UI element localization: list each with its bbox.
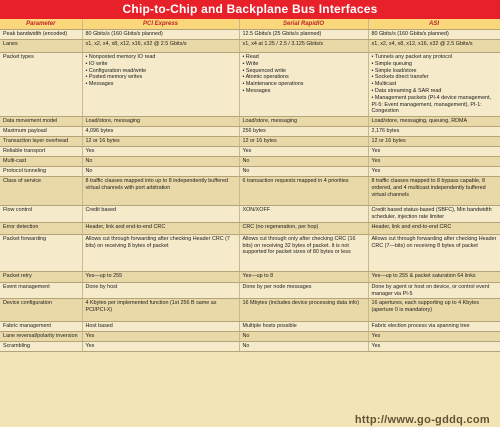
table-cell: Load/store, messaging	[82, 117, 239, 127]
table-cell: No	[239, 157, 368, 167]
table-cell: Multiple hosts possible	[239, 322, 368, 332]
bullet-item: • Atomic operations	[242, 74, 289, 81]
bullet-item: • Maintenance operations	[242, 81, 304, 88]
header-parameter: Parameter	[0, 19, 82, 30]
table-cell: Yes	[368, 147, 500, 157]
row-label: Reliable transport	[0, 147, 82, 157]
row-label: Scrambling	[0, 342, 82, 352]
table-cell	[82, 299, 239, 322]
table-row	[0, 167, 500, 177]
table-row	[0, 271, 500, 282]
table-cell: CRC (no regeneration, per hop)	[239, 222, 368, 234]
table-cell: Yes	[239, 147, 368, 157]
table-cell	[239, 177, 368, 206]
table-cell: No	[239, 332, 368, 342]
bullet-item: • Messages	[85, 81, 114, 88]
cell-text: 8 traffic classes mapped into up to 8 independently buffered virtual channels with port arbitration	[85, 178, 228, 191]
comparison-table-wrapper	[0, 19, 500, 427]
table-row	[0, 322, 500, 332]
table-cell: Load/store, messaging, queuing, RDMA	[368, 117, 500, 127]
table-cell: 2,176 bytes	[368, 127, 500, 137]
bullet-item: • Management packets (PI-4 device management, PI-5: Event management, management), PI-1: Congestion	[371, 94, 492, 115]
header-row	[0, 19, 500, 30]
table-cell: No	[239, 342, 368, 352]
header-serial-rapidio: Serial RapidIO	[239, 19, 368, 30]
table-body	[0, 30, 500, 352]
bullet-item: • Simple load/store	[371, 67, 417, 74]
table-cell	[82, 177, 239, 206]
table-cell	[368, 299, 500, 322]
table-row	[0, 53, 500, 117]
table-cell: Done by agent or host on device, or control event manager via PI-5	[368, 282, 500, 299]
row-label: Packet types	[0, 53, 82, 117]
row-label: Packet forwarding	[0, 234, 82, 271]
table-cell: 80 Gbits/s (160 Gbits/s planned)	[82, 30, 239, 40]
table-cell: Load/store, messaging	[239, 117, 368, 127]
cell-text: 16 Mbytes (includes device processing data info)	[242, 300, 360, 307]
watermark-url: http://www.go-gddq.com	[354, 414, 490, 426]
table-cell: 256 bytes	[239, 127, 368, 137]
table-cell: x1, x4 at 1.25 / 2.5 / 3.125 Gbits/s	[239, 40, 368, 53]
table-cell: Host based	[82, 322, 239, 332]
table-row	[0, 206, 500, 223]
table-cell: Yes	[368, 167, 500, 177]
bullet-item: • Nonposted memory IO read	[85, 54, 156, 60]
row-label: Class of service	[0, 177, 82, 206]
table-row	[0, 222, 500, 234]
row-label: Protocol tunneling	[0, 167, 82, 177]
table-cell: Yes	[82, 147, 239, 157]
bullet-item: • Posted memory writes	[85, 74, 143, 81]
table-cell: XON/XOFF	[239, 206, 368, 223]
table-row	[0, 282, 500, 299]
table-cell	[239, 53, 368, 117]
table-cell: Done by host	[82, 282, 239, 299]
table-row	[0, 157, 500, 167]
table-cell: 12 or 16 bytes	[82, 137, 239, 147]
bullet-item: • Messages	[242, 87, 271, 94]
table-cell: 80 Gbits/s (160 Gbits/s planned)	[368, 30, 500, 40]
table-cell: Yes—up to 255	[82, 271, 239, 282]
table-row	[0, 234, 500, 271]
table-cell	[368, 177, 500, 206]
table-cell: Done by per node messages	[239, 282, 368, 299]
table-cell: 12.5 Gbits/s (25 Gbits/s planned)	[239, 30, 368, 40]
bullet-item: • Tunnels any packet any protocol	[371, 54, 453, 60]
table-cell: 12 or 16 bytes	[239, 137, 368, 147]
table-row	[0, 137, 500, 147]
table-row	[0, 177, 500, 206]
table-row	[0, 147, 500, 157]
row-label: Event management	[0, 282, 82, 299]
bullet-item: • Read	[242, 54, 259, 60]
table-row	[0, 299, 500, 322]
header-asi: ASI	[368, 19, 500, 30]
row-label: Data movement model	[0, 117, 82, 127]
table-cell: Credit based status-based (SBFC), Min bandwidth scheduler, injection rate limiter	[368, 206, 500, 223]
table-row	[0, 332, 500, 342]
row-label: Multi-cast	[0, 157, 82, 167]
table-cell: x1, x2, x4, x8, x12, x16, x32 @ 2.5 Gbits/s	[82, 40, 239, 53]
table-cell: Yes—up to 255 & packet saturation 64 links	[368, 271, 500, 282]
table-cell: Yes	[82, 332, 239, 342]
table-row	[0, 117, 500, 127]
bullet-item: • Sockets direct transfer	[371, 74, 429, 81]
cell-text: 16 apertures, each supporting up to 4 Kbytes (aperture 0 is mandatory)	[371, 300, 480, 314]
table-cell: Yes	[368, 342, 500, 352]
table-cell: 4,096 bytes	[82, 127, 239, 137]
bullet-item: • Multicast	[371, 81, 397, 88]
row-label: Transaction layer overhead	[0, 137, 82, 147]
table-cell: No	[239, 167, 368, 177]
cell-text: 6 transaction requests mapped in 4 priorities	[242, 178, 349, 185]
table-cell: Yes	[82, 342, 239, 352]
cell-text: Allows cut through forwarding after checking Header CRC (7—bits) on receiving 8 bytes of packet	[371, 235, 497, 249]
row-label: Error detection	[0, 222, 82, 234]
bullet-item: • Sequenced write	[242, 67, 287, 74]
table-cell: Yes	[368, 332, 500, 342]
table-row	[0, 30, 500, 40]
bullet-item: • IO write	[85, 60, 108, 67]
row-label: Device configuration	[0, 299, 82, 322]
table-cell	[368, 53, 500, 117]
table-cell: Credit based	[82, 206, 239, 223]
table-cell	[368, 234, 500, 271]
row-label: Maximum payload	[0, 127, 82, 137]
bullet-item: • Simple queuing	[371, 60, 413, 67]
table-cell: No	[82, 157, 239, 167]
table-row	[0, 342, 500, 352]
table-cell	[82, 234, 239, 271]
header-pci-express: PCI Express	[82, 19, 239, 30]
cell-text: Allows cut through forwarding after checking Header CRC (7 bits) on receiving 8 bytes of packet	[85, 235, 230, 249]
table-cell	[239, 299, 368, 322]
bullet-item: • Configuration read/write	[85, 67, 147, 74]
bullet-item: • Write	[242, 60, 259, 67]
table-cell: Fabric election process via spanning tree	[368, 322, 500, 332]
table-cell: x1, x2, x4, x8, x12, x16, x32 @ 2.5 Gbits/s	[368, 40, 500, 53]
page-title: Chip-to-Chip and Backplane Bus Interfaces	[0, 0, 500, 19]
row-label: Peak bandwidth (encoded)	[0, 30, 82, 40]
comparison-table	[0, 19, 500, 352]
row-label: Lanes	[0, 40, 82, 53]
bullet-item: • Data streaming & SAR read	[371, 87, 442, 94]
table-cell: Yes	[368, 157, 500, 167]
table-cell: Header, link and end-to-end CRC	[82, 222, 239, 234]
table-cell: No	[82, 167, 239, 177]
row-label: Packet retry	[0, 271, 82, 282]
table-row	[0, 127, 500, 137]
table-cell	[82, 53, 239, 117]
table-cell: Header, link and end-to-end CRC	[368, 222, 500, 234]
row-label: Fabric management	[0, 322, 82, 332]
cell-text: 4 Kbytes per implemented function (1st 256 B same as PCI/PCI-X)	[85, 300, 217, 314]
row-label: Lane reversal/polarity inversion	[0, 332, 82, 342]
cell-text: 8 traffic classes mapped to 8 bypass capable, 8 ordered, and 4 multicast independently buffered virtual channels	[371, 178, 486, 198]
table-row	[0, 40, 500, 53]
cell-text: Allows cut through only after checking CRC (16 bits) on receiving 32 bytes of packet. It is not supported for packet sizes of 80 bytes or less	[242, 235, 356, 256]
table-cell	[239, 234, 368, 271]
table-cell: Yes—up to 8	[239, 271, 368, 282]
row-label: Flow control	[0, 206, 82, 223]
table-cell: 12 or 16 bytes	[368, 137, 500, 147]
